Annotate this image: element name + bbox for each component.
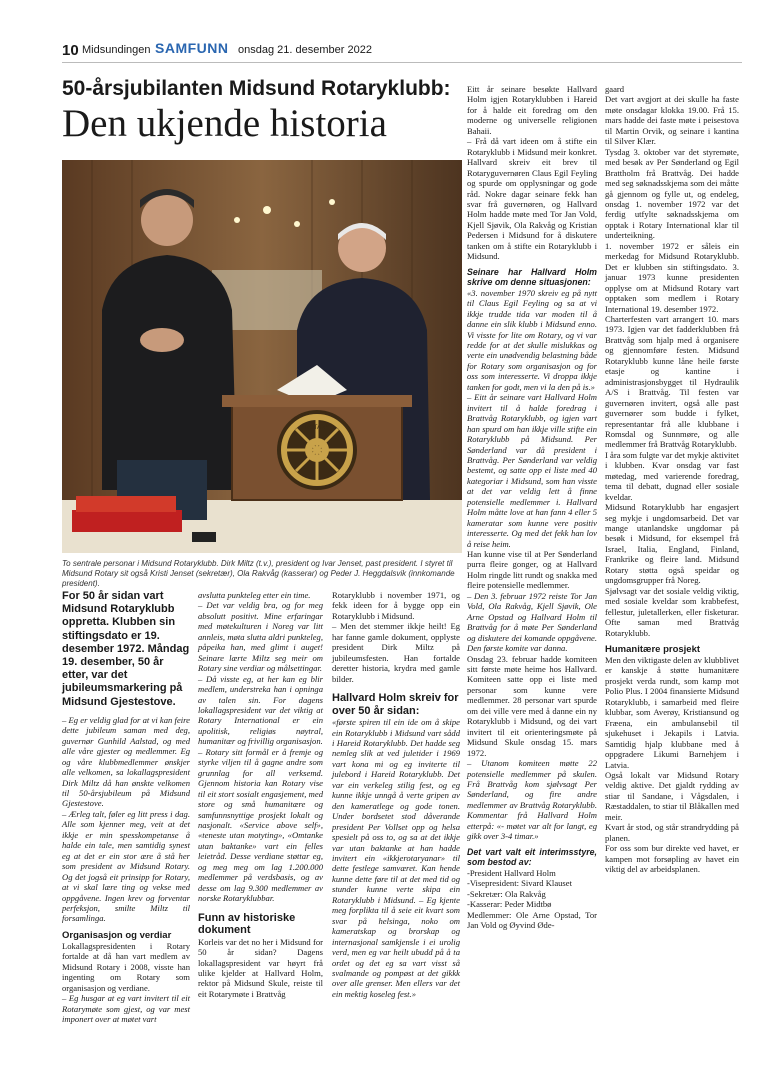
page-number: 10 [62,42,79,59]
rotary-emblem-text: ROTARY [304,425,330,431]
paragraph: – Eitt år seinare vart Hallvard Holm invitert til å halde foredrag i Brattvåg Rotaryklubb, og igjen vart han spurd om han ikkje ville stifte ein Rotaryklubb på Midsund. Per Sønderland var då president i Brattvåg. Per Sønderland var veldig bestemt, og satte opp ei liste med 40 kategoriar i Midsund, som han visste at det var veldig lett å finne potensielle medlemmer i. Hallvard Holm måtte love at han fann 4 eller 5 kameratar som kunne vere positiv interesserte. Og med det fekk han lov å reise heim. [467,392,597,549]
paragraph: Også lokalt var Midsund Rotary veldig aktive. Det gjaldt rydding av stiar til Sandane, i Vågsdalen, i Ræstaddalen, to stiar til Blåkallen med meir. [605,770,739,822]
article-photo [62,160,462,553]
paragraph: gaard [605,84,625,94]
paragraph: 1. november 1972 er såleis ein merkedag for Midsund Rotaryklubb. Det er klubben sin stiftingsdato. 3. januar 1973 kunne presidenten opplyse om at Midsund Rotary vart opptaken som medlem i Rotary International 19. desember 1972. [605,240,739,314]
paragraph: Onsdag 23. februar hadde komiteen sitt første møte heime hos Hallvard. Komiteen satte opp ei liste med personar som kunne vere medlemmer. 28 personar vart spurde om dei ville vere med å danne ein ny Rotaryklubb i Midsund, og dei vart invitert til eit orienteringsmøte på Midsund Skule onsdag 15. mars 1972. [467,653,597,758]
paragraph: Rotaryklubb i november 1971, og fekk ideen for å bygge opp ein Rotaryklubb i Midsund. [332,590,460,621]
paragraph: Charterfesten vart arrangert 10. mars 1973. Igjen var det fadderklubben frå Brattvåg som hjalp med å organisere og gjennomføre festen. Midsund Rotaryklubb kunne låne heile første etasje og kantine i administrasjonsbygget til Hydraulik A/S i Brattvåg. Til festen var guvernøren invitert, også alle past guvernører som budde i fylket, representantar frå alle klubbane i Romsdal og Sunnmøre, og alle medlemmer frå Brattvåg Rotaryklubb. [605,313,739,450]
paragraph: Det vart avgjort at dei skulle ha faste møte onsdagar klokka 19.00. Frå 15. mars hadde dei faste møte i peisestova til Martin Orvik, og seinare i kantina til Silver Klær. [605,94,739,147]
paragraph: Midsund Rotaryklubb har engasjert seg mykje i ungdomsarbeid. Det var mange utanlandske ungdomar på besøk i Midsund, for eksempel frå Israel, Italia, England, Finland, Frankrike og fleire land. Midsund Rotary støtta også speidar og ungdomsgrupper frå Noreg. [605,502,739,586]
subheading: Seinare har Hallvard Holm skrive om denne situasjonen: [467,266,597,288]
paragraph: – Men det stemmer ikkje heilt! Eg har fanne gamle dokument, opplyste president Dirk Miltz på jubileumsfesten. Han fortalde deretter historia, krydra med gamle bilder. [332,621,460,684]
subheading: Funn av historiske dokument [198,911,296,937]
subheading: Hallvard Holm skreiv for over 50 år sidan: [332,692,459,717]
paragraph: For oss som bur direkte ved havet, er kampen mot forsøpling av havet ein viktig del av arbeidsplanen. [605,843,739,875]
paragraph: – Frå då vart ideen om å stifte ein Rotaryklubb i Midsund meir konkret. Hallvard skreiv eit brev til Rotaryguvernøren Claus Egil Feyling og spurde om opplysningar og gode råd. Nokre dagar seinare fekk han svar frå guvernøren, og Hallvard Holm hadde møte med Tor Jan Vold, Kjell Sjøvik, Ola Rakvåg og Kristian Pedersen i Midsund for å diskutere tanken om å stifte ein Rotaryklubb i Midsund. [467,136,597,262]
article-headline: Den ukjende historia [62,102,387,145]
paragraph: avslutta punkteleg etter ein time. [198,590,311,600]
paragraph: Sjølvsagt var det sosiale veldig viktig, med sosiale kveldar som krabbefest, fellestur, juletallerken, eller fisketurar. Ofte saman med Brattvåg Rotaryklubb. [605,585,739,638]
paragraph: – Eg er veldig glad for at vi kan feire dette jubileum saman med deg, guvernør Gunhild Aalstad, og med alle våre gjester og medlemmer. Eg og våre klubbmedlemmer ønskjer alle velkomen, sa lokallagspresident Dirk Miltz då han ønskte velkomen til 50-årsjubileum på Midsund Gjestestove. [62,714,190,809]
page-header [62,40,742,63]
paragraph: Men den viktigaste delen av klubblivet er kanskje å støtte humanitære prosjekt verda rundt, som kamp mot Polio Plus. I 2004 finansierte Midsund Rotaryklubb, i samarbeid med fleire klubbar, som Averøy, Kristiansund og Fræena, ein ambulansebil til sjukehuset i Jekapils i Latvia. Samtidig hjalp klubbane med å oppgradere Likumi Barnehjem i Latvia. [605,655,739,770]
subheading: Organisasjon og verdiar [62,929,172,941]
newspaper-name: Midsundingen [82,44,151,56]
paragraph: – Eg husgar at eg vart invitert til eit Rotarymøte som gjest, og var mest imponert over at møtet vart [62,993,190,1025]
issue-date: onsdag 21. desember 2022 [238,44,372,56]
column-2 [198,590,323,999]
paragraph: Kvart år stod, og står strandrydding på planen. [605,822,739,843]
photo-caption: To sentrale personar i Midsund Rotaryklubb. Dirk Miltz (t.v.), president og Ivar Jenset, past president. I styret til Midsund Rotary sit også Kristi Jenset (sekretær), Ola Rakvåg (kasserar) og Peder J. Heggdalsvik (innkomande president). [62,559,455,588]
board-member: -President Hallvard Holm [467,867,556,878]
article-lead: For 50 år sidan vart Midsund Rotaryklubb oppretta. Klubben sin stiftingsdato er 19. desember 1972. Måndag 19. desember, 50 år etter, var det jubileumsmarkering på Midsund Gjestestove. [62,590,190,708]
paragraph: – Ærleg talt, føler eg litt press i dag. Alle som kjenner meg, veit at det ikkje er min spesskompetanse å halde ein tale, men samtidig synest eg at det er ein stor ære å stå her som president av Midsund Rotary. Og det jogså eit prinsipp for Rotary, at vi skal lære ting og vekse med oppgåvene. Ingen krev og forventar perfeksjon, smilte Miltz til forsamlinga. [62,808,190,924]
column-4 [467,84,597,930]
paragraph: – Utanom komiteen møtte 22 potensielle medlemmer på skulen. Frå Brattvåg kom sjølvsagt Per Sønderland, og fire andre medlemmer av Brattvåg Rotaryklubb. Kommentar frå Hallvard Holm etterpå: «- møtet var alt for langt, eg gikk over 3-4 timar.» [467,758,597,842]
board-member: -Visepresident: Sivard Klauset [467,878,572,889]
column-1 [62,590,190,1025]
paragraph: Lokallagspresidenten i Rotary fortalde at då han vart medlem av Midsund Rotary i 2008, visste han ingenting om Rotary som organisasjon og verdiane. [62,940,190,993]
subheading: Humanitære prosjekt [605,644,701,656]
paragraph: Han kunne vise til at Per Sønderland purra fleire gonger, og at Hallvard Holm ringde litt rundt og snakka med fleire potensielle medlemmer. [467,549,597,591]
board-member: Medlemmer: Ole Arne Opstad, Tor Jan Vold og Øyvind Øde- [467,909,597,930]
paragraph: – Rotary sitt formål er å fremje og styrke viljen til å gagne andre som grunnlag for all verksemd. Gjennom historia kan Rotary vise til eit stort sosialt engasjement, med store og små humanitære og samfunnsnyttige prosjekt lokalt og nasjonalt. «Service above self», «teneste utan motyting», «Omtanke utan baktanke» vart ein felles leietråd. Desse verdiane støttar eg, og meg meg om lag 1.200.000 medlemmer på verdsbasis, og av desse om lag 9.300 medlemmer av norske Rotaryklubbar. [198,746,323,904]
article-kicker: 50-årsjubilanten Midsund Rotaryklubb: [62,77,451,100]
paragraph: Tysdag 3. oktober var det styremøte, med besøk av Per Sønderland og Egil Brattholm frå Brattvåg. Dei hadde med seg søknadsskjema som dei måtte gå gjennom og fylle ut, og endeleg, onsdag 1. november 1972 var det ferdig utfylte søknadsskjema om opptak i Rotary International klar til underteikning. [605,146,739,241]
column-5 [605,84,739,875]
column-3 [332,590,460,999]
paragraph: Korleis var det no her i Midsund for 50 år sidan? Dagens lokallagspresident var høyrt frå ulike kjelder at Hallvard Holm, rektor på Midsund Skule, reiste til eit Rotarymøte i Brattvåg [198,936,323,999]
photo-illustration [62,160,462,553]
paragraph: – Den 3. februar 1972 reiste Tor Jan Vold, Ola Rakvåg, Kjell Sjøvik, Ole Arne Opstad og Hallvard Holm til Brattvåg for å møte Per Sønderland og diskutere dei komande oppgåvene. Den første komite var danna. [467,590,597,654]
paragraph: – Det var veldig bra, og for meg absolutt positivt. Mine erfaringar med møtekulturen i Noreg var litt annleis, møta slutta aldri punkteleg, påpeika han, med glimt i auget! Seinare lærte Miltz seg meir om Rotary sine verdiar og målsettingar. [198,600,323,674]
paragraph: I åra som fulgte var det mykje aktivitet i klubben. Kvar onsdag var fast møtedag, med varierende foredrag, tema til debatt, dugnad eller sosiale kveldar. [605,449,739,502]
paragraph: «3. november 1970 skreiv eg på nytt til Claus Egil Feyling og sa at vi ikkje trudde tida var moden til å danne ein slik klubb i Midsund enno. Vi visste for lite om Rotary, og vi var redde for at det skulle mislukkas og verte ein unødvendig belastning både for Rotary som organisasjon og for oss som interesserte. Vi droppa ikkje tanken for godt, men vi la den på is.» [467,287,597,392]
section-name: SAMFUNN [155,40,229,56]
paragraph: «første spiren til ein ide om å skipe ein Rotaryklubb i Midsund vart sådd i Hareid Rotaryklubb. Det hadde seg nemleg slik at ved juletider i 1969 vart kona mi og eg inviterte til julebord i Hareid Rotaryklubb. Det var ein verkeleg stilig fest, og eg kunne ikkje unngå å verte gripen av den kameratlege og gode tonen. Under bordsetet stod dåverande president Per Vollset opp og helsa spesielt på oss to, og sa at det ikkje var utan baktanke at han hadde invitert ein «ikkjerotaryanar» til dette festlege samværet. Kan hende kunne dette føre til at det med tid og stunder kunne verte skipa ein Rotaryklubb i Midsund. – Eg kjente meg forplikta til å seie eit kvart som svar på helsinga, noko om kameratskap og brorskap og internasjonal samkjensle i ei urolig verd, men eg var heilt ubudd på å ta ordet og det eg sa vart visst så svalmande og pompøst at det gikkk over alle grenser. Men ellers var det ein mektig koseleg fest.» [332,717,460,999]
board-member: -Kasserar: Peder Midtbø [467,899,552,910]
subheading: Det vart valt eit interimsstyre, som bestod av: [467,846,597,868]
paragraph: Eitt år seinare besøkte Hallvard Holm igjen Rotaryklubben i Hareid for å halde eit foredrag om den moderne og universelle religionen Bahaii. [467,84,597,136]
paragraph: – Då visste eg, at her kan eg blir medlem, understreka han i opninga av talen sin. For dagens lokallagspresident var det viktig at Rotary International er ein upolitisk, religiøs nøytral, humanitær og frivillig organisasjon. [198,673,323,747]
board-member: -Sekretær: Ola Rakvåg [467,888,546,899]
